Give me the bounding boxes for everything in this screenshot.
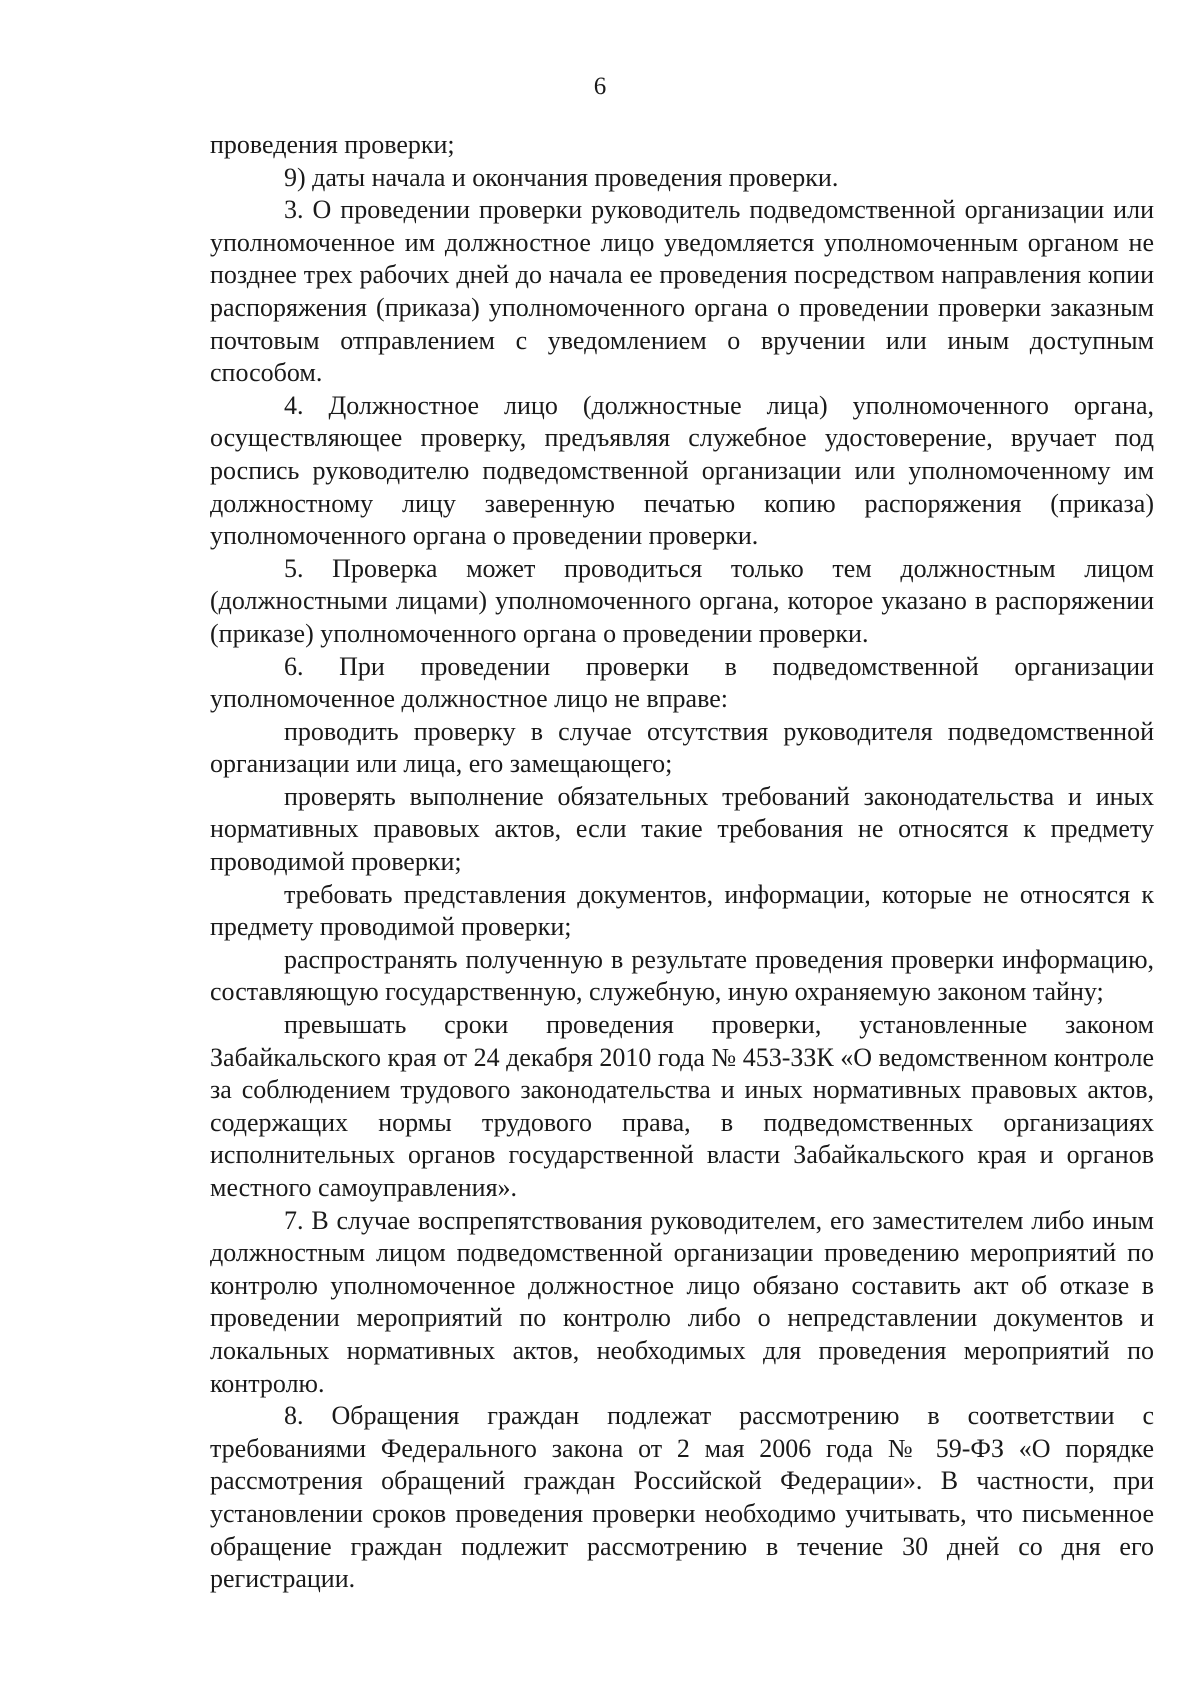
prohibition-item-2: проверять выполнение обязательных требований законодательства и иных нормативных правовых актов, если такие требования не относятся к предмету проводимой проверки; [210, 781, 1154, 877]
page-number: 6 [593, 73, 607, 100]
clause-8: 8. Обращения граждан подлежат рассмотрению в соответствии с требованиями Федерального закона от 2 мая 2006 года № 59-ФЗ «О порядке рассмотрения обращений граждан Российской Федерации». В частности, при установлении сроков проведения проверки необходимо учитывать, что письменное обращение граждан подлежит рассмотрению в течение 30 дней со дня его регистрации. [210, 1401, 1154, 1594]
document-body [210, 129, 1154, 1596]
prohibition-item-4: распространять полученную в результате проведения проверки информацию, составляющую государственную, служебную, иную охраняемую законом тайну; [210, 944, 1154, 1007]
clause-7: 7. В случае воспрепятствования руководителем, его заместителем либо иным должностным лицом подведомственной организации проведению мероприятий по контролю уполномоченное должностное лицо обязано составить акт об отказе в проведении мероприятий по контролю либо о непредставлении документов и локальных нормативных актов, необходимых для проведения мероприятий по контролю. [210, 1205, 1154, 1398]
clause-4: 4. Должностное лицо (должностные лица) уполномоченного органа, осуществляющее проверку, предъявляя служебное удостоверение, вручает под роспись руководителю подведомственной организации или уполномоченному им должностному лицу заверенную печатью копию распоряжения (приказа) уполномоченного органа о проведении проверки. [210, 390, 1154, 551]
list-item-9: 9) даты начала и окончания проведения проверки. [284, 162, 839, 192]
clause-5: 5. Проверка может проводиться только тем должностным лицом (должностными лицами) уполномоченного органа, которое указано в распоряжении (приказе) уполномоченного органа о проведении проверки. [210, 553, 1154, 648]
prohibition-item-3: требовать представления документов, информации, которые не относятся к предмету проводимой проверки; [210, 879, 1154, 942]
clause-6: 6. При проведении проверки в подведомственной организации уполномоченное должностное лицо не вправе: [210, 651, 1154, 714]
paragraph-continuation: проведения проверки; [210, 130, 455, 159]
prohibition-item-5: превышать сроки проведения проверки, установленные законом Забайкальского края от 24 декабря 2010 года № 453-ЗЗК «О ведомственном контроле за соблюдением трудового законодательства и иных нормативных правовых актов, содержащих нормы трудового права, в подведомственных организациях исполнительных органов государственной власти Забайкальского края и органов местного самоуправления». [210, 1010, 1154, 1202]
prohibition-item-1: проводить проверку в случае отсутствия руководителя подведомственной организации или лица, его замещающего; [210, 716, 1154, 779]
clause-3: 3. О проведении проверки руководитель подведомственной организации или уполномоченное им должностное лицо уведомляется уполномоченным органом не позднее трех рабочих дней до начала ее проведения посредством направления копии распоряжения (приказа) уполномоченного органа о проведении проверки заказным почтовым отправлением с уведомлением о вручении или иным доступным способом. [210, 195, 1154, 388]
